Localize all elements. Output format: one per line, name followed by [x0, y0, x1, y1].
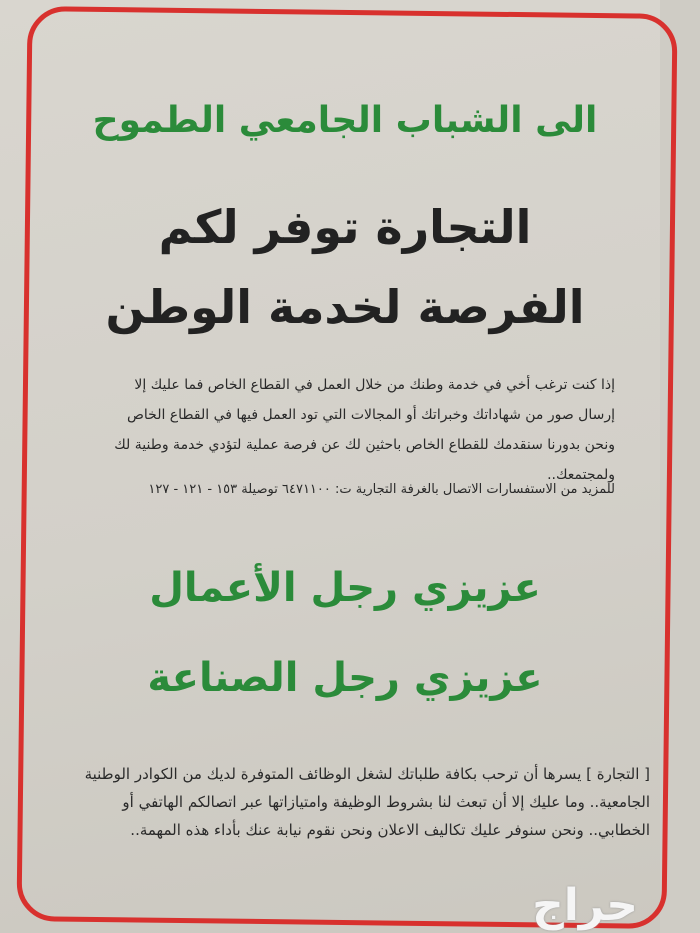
headline-commerce-offers: التجارة توفر لكم [158, 200, 532, 254]
headline-serve-nation: الفرصة لخدمة الوطن [105, 280, 585, 334]
closing-paragraph: [ التجارة ] يسرها أن ترحب بكافة طلباتك لشغل الوظائف المتوفرة لديك من الكوادر الوطنية الجامعية.. وما عليك إلا أن تبعث لنا بشروط الوظيفة وامتيازاتها عبر اتصالكم الهاتفي أو الخطابي.. ونحن سنوفر عليك تكاليف الاعلان ونحن نقوم نيابة عنك بأداء هذه المهمة.. [84, 765, 650, 839]
headline-university-youth: الى الشباب الجامعي الطموح [92, 100, 598, 141]
intro-paragraph: إذا كنت ترغب أخي في خدمة وطنك من خلال العمل في القطاع الخاص فما عليك إلا إرسال صور من شهاداتك وخبراتك أو المجالات التي تود العمل فيها في القطاع الخاص ونحن بدورنا سنقدمك للقطاع الخاص باحثين لك عن فرصة عملية لتؤدي خدمة وطنية لك ولمجتمعك.. [114, 377, 615, 483]
contact-line: للمزيد من الاستفسارات الاتصال بالغرفة التجارية ت: ٦٤٧١١٠٠ توصيلة ١٥٣ - ١٢١ - ١٢٧ [148, 482, 615, 497]
headline-businessman: عزيزي رجل الأعمال [149, 565, 541, 611]
haraj-watermark-logo: حراج [532, 880, 638, 931]
headline-industrialist: عزيزي رجل الصناعة [147, 655, 543, 701]
advertisement [40, 20, 650, 900]
